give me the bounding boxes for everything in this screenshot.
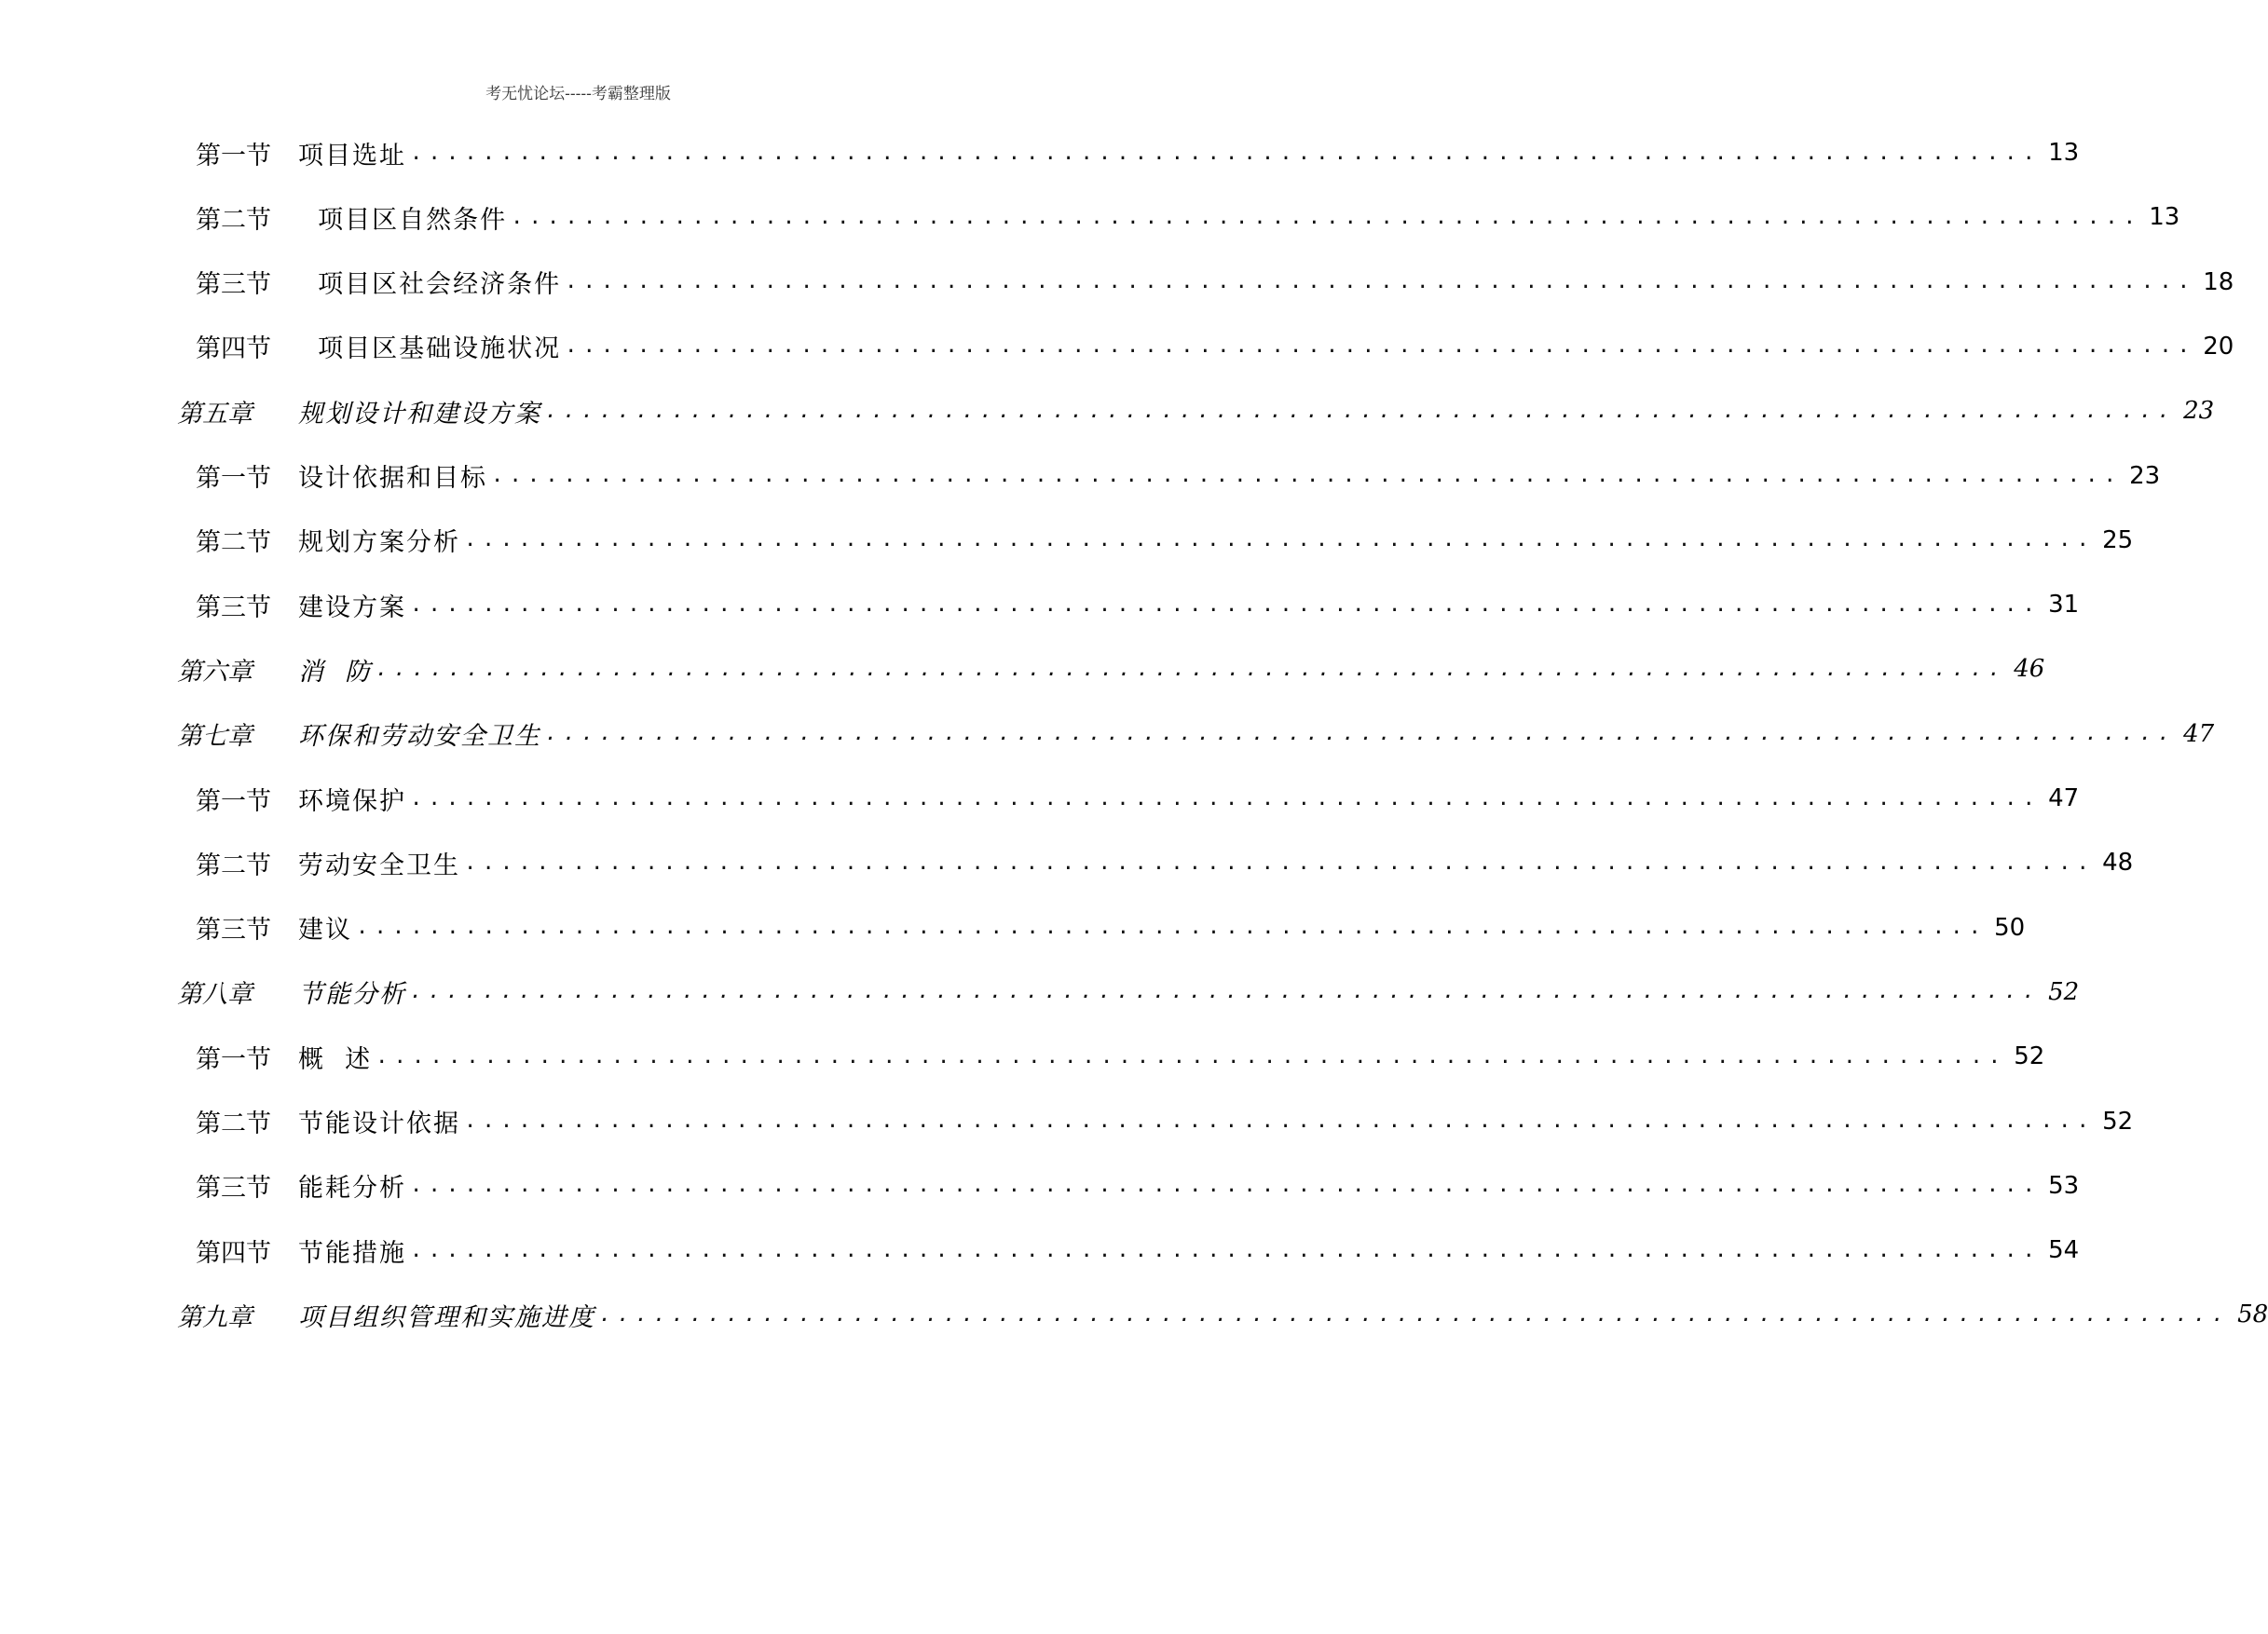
toc-dot-leader: ..........................................................................................: [464, 528, 2096, 552]
toc-section-row[interactable]: [196, 328, 2234, 365]
toc-page-number: 52: [2102, 1107, 2134, 1136]
toc-dot-leader: ..........................................................................................: [376, 1044, 2007, 1069]
toc-section-row[interactable]: [196, 780, 2080, 817]
toc-section-row[interactable]: [196, 264, 2234, 301]
toc-page-number: 31: [2048, 591, 2080, 620]
toc-entry-title: 项目区基础设施状况: [298, 334, 562, 364]
toc-chapter-row[interactable]: [177, 650, 2045, 688]
toc-page-number: 53: [2048, 1171, 2080, 1200]
toc-section-row[interactable]: [196, 198, 2180, 236]
toc-entry-number: 第二节: [196, 1110, 271, 1138]
toc-page-number: 20: [2203, 332, 2234, 361]
toc-entry-number: 第七章: [177, 722, 253, 752]
toc-dot-leader: ..........................................................................................: [410, 592, 2042, 617]
toc-chapter-row[interactable]: [177, 715, 2215, 753]
toc-page-number: 52: [2014, 1042, 2045, 1071]
toc-page-number: 23: [2183, 397, 2215, 426]
toc-page-number: 48: [2102, 849, 2134, 878]
toc-entry-number: 第四节: [196, 334, 271, 364]
toc-entry-number: 第一节: [196, 141, 271, 170]
toc-entry-number: 第三节: [196, 592, 271, 622]
toc-entry-number: 第三节: [196, 1174, 271, 1204]
toc-dot-leader: ..........................................................................................: [356, 916, 1988, 940]
toc-entry-number: 第八章: [177, 980, 253, 1010]
toc-page-number: 25: [2102, 525, 2134, 554]
toc-entry-number: 第一节: [196, 1044, 271, 1074]
toc-entry-title: 设计依据和目标: [298, 464, 487, 493]
page-header: 考无忧论坛-----考霸整理版: [485, 85, 671, 103]
toc-dot-leader: ..........................................................................................: [545, 722, 2177, 746]
toc-entry-title: 消 防: [298, 657, 373, 687]
toc-entry-number: 第五章: [177, 399, 253, 429]
toc-entry-title: 概 述: [298, 1044, 373, 1074]
toc-entry-title: 环保和劳动安全卫生: [298, 722, 541, 752]
toc-dot-leader: ..........................................................................................: [565, 270, 2196, 294]
toc-entry-number: 第三节: [196, 916, 271, 946]
toc-page-number: 54: [2048, 1236, 2080, 1265]
toc-dot-leader: ..........................................................................................: [545, 399, 2177, 423]
toc-entry-title: 劳动安全卫生: [298, 851, 460, 880]
toc-section-row[interactable]: [196, 1232, 2080, 1269]
toc-entry-number: 第一节: [196, 786, 271, 816]
toc-entry-number: 第六章: [177, 657, 253, 687]
toc-chapter-row[interactable]: [177, 392, 2215, 429]
toc-entry-number: 第四节: [196, 1238, 271, 1268]
toc-entry-title: 项目区社会经济条件: [298, 270, 562, 300]
toc-dot-leader: ..........................................................................................: [511, 205, 2142, 229]
toc-dot-leader: ..........................................................................................: [410, 1238, 2042, 1262]
toc-entry-number: 第二节: [196, 528, 271, 558]
toc-entry-title: 环境保护: [298, 786, 406, 816]
toc-entry-title: 节能设计依据: [298, 1110, 460, 1138]
toc-entry-title: 节能分析: [298, 980, 406, 1010]
toc-page-number: 13: [2048, 139, 2080, 167]
toc-section-row[interactable]: [196, 522, 2134, 559]
toc-section-row[interactable]: [196, 909, 2026, 946]
toc-entry-number: 第二节: [196, 851, 271, 880]
toc-page-number: 50: [1994, 913, 2026, 942]
toc-dot-leader: ..........................................................................................: [464, 1110, 2096, 1133]
toc-page-number: 18: [2203, 267, 2234, 296]
toc-entry-number: 第三节: [196, 270, 271, 300]
toc-dot-leader: ..........................................................................................: [565, 334, 2196, 359]
toc-dot-leader: ..........................................................................................: [410, 786, 2042, 810]
toc-page-number: 46: [2014, 655, 2045, 684]
toc-dot-leader: ..........................................................................................: [376, 657, 2007, 681]
toc-entry-title: 建设方案: [298, 592, 406, 622]
toc-dot-leader: ..........................................................................................: [464, 851, 2096, 875]
toc-page-number: 23: [2129, 461, 2161, 490]
toc-entry-title: 规划设计和建设方案: [298, 399, 541, 429]
toc-section-row[interactable]: [196, 844, 2134, 881]
toc-entry-title: 建议: [298, 916, 352, 946]
toc-page-number: 47: [2183, 719, 2215, 748]
toc-entry-title: 节能措施: [298, 1238, 406, 1268]
toc-entry-title: 能耗分析: [298, 1174, 406, 1204]
toc-section-row[interactable]: [196, 134, 2080, 171]
toc-section-row[interactable]: [196, 457, 2161, 495]
toc-entry-number: 第九章: [177, 1302, 253, 1332]
toc-entry-title: 项目区自然条件: [298, 205, 508, 235]
toc-dot-leader: ..........................................................................................: [491, 464, 2123, 487]
toc-page-number: 47: [2048, 784, 2080, 812]
toc-section-row[interactable]: [196, 586, 2080, 623]
toc-dot-leader: ..........................................................................................: [410, 1174, 2042, 1198]
toc-chapter-row[interactable]: [177, 974, 2080, 1011]
toc-entry-number: 第一节: [196, 464, 271, 493]
toc-dot-leader: ..........................................................................................: [410, 980, 2042, 1004]
toc-dot-leader: ..........................................................................................: [410, 141, 2042, 165]
toc-entry-title: 规划方案分析: [298, 528, 460, 558]
toc-dot-leader: ..........................................................................................: [599, 1302, 2231, 1327]
toc-page-number: 13: [2149, 203, 2180, 232]
toc-page-number: 52: [2048, 977, 2080, 1006]
toc-section-row[interactable]: [196, 1038, 2045, 1075]
toc-section-row[interactable]: [196, 1167, 2080, 1205]
toc-section-row[interactable]: [196, 1103, 2134, 1140]
toc-page-number: 58: [2237, 1300, 2268, 1329]
toc-chapter-row[interactable]: [177, 1296, 2268, 1333]
toc-entry-number: 第二节: [196, 205, 271, 235]
toc-entry-title: 项目选址: [298, 141, 406, 170]
toc-entry-title: 项目组织管理和实施进度: [298, 1302, 595, 1332]
